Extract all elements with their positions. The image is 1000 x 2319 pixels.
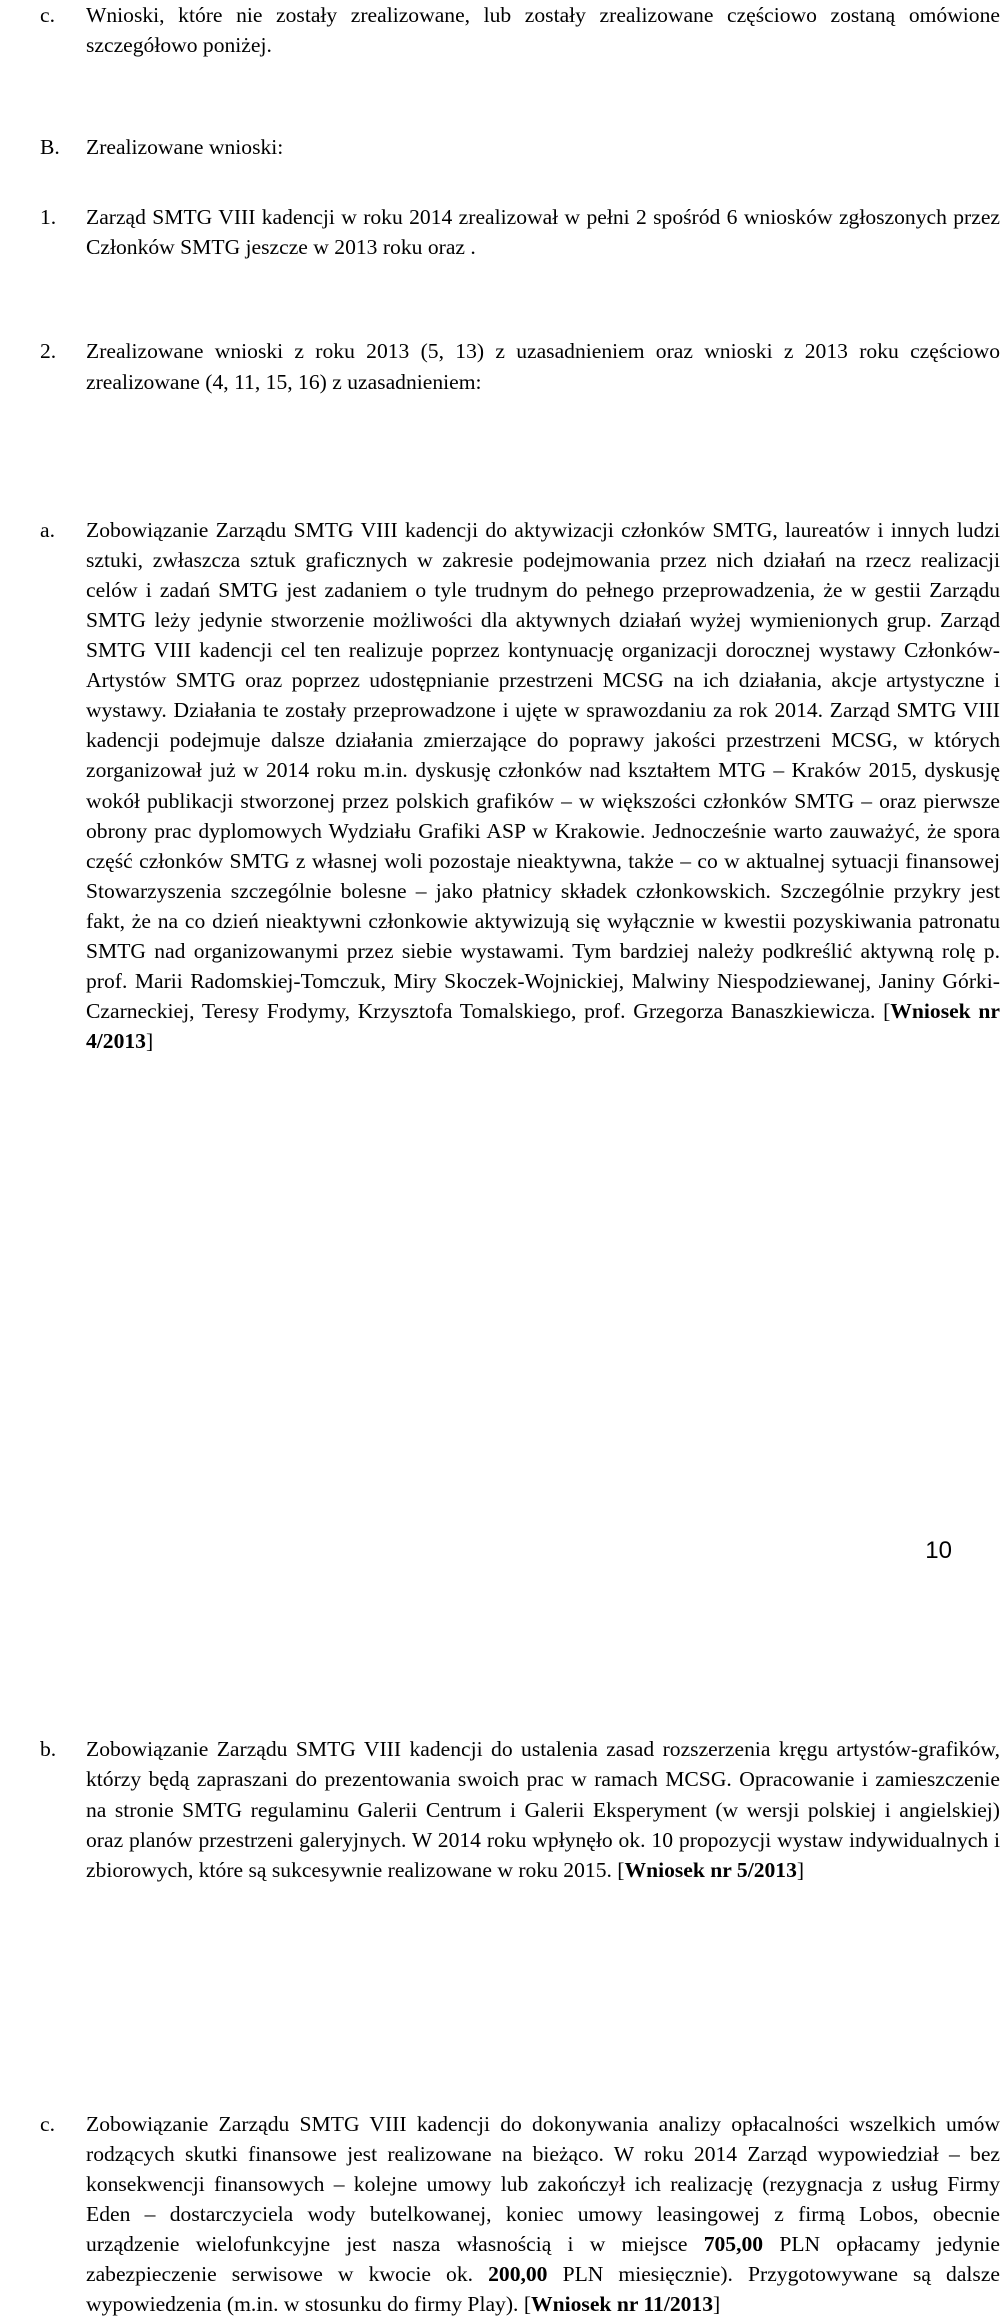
reference-open: [	[523, 2292, 532, 2317]
list-marker: a.	[40, 517, 55, 542]
paragraph-text: Zrealizowane wnioski z roku 2013 (5, 13) z uzasadnieniem oraz wnioski z 2013 roku częściowo zrealizowane (4, 11, 15, 16) z uzasadnieniem:	[86, 339, 1000, 394]
paragraph-body: PLN miesięcznie). Przygotowywane są dalsze wypowiedzenia (m.in. w stosunku do firmy Play).	[86, 2262, 1000, 2317]
page-number: 10	[925, 1537, 952, 1564]
list-marker: 1.	[40, 205, 57, 230]
reference-open: [	[883, 999, 891, 1024]
list-item-b	[40, 1734, 1000, 1884]
reference-close: ]	[713, 2292, 721, 2317]
paragraph-text	[86, 2109, 1000, 2319]
paragraph-text: Wnioski, które nie zostały zrealizowane, lub zostały zrealizowane częściowo zostaną omówione szczegółowo poniżej.	[86, 3, 1000, 58]
reference-label: Wniosek nr 11/2013	[531, 2292, 714, 2317]
list-item-c	[40, 2109, 1000, 2319]
paragraph-body: Zobowiązanie Zarządu SMTG VIII kadencji do dokonywania analizy opłacalności wszelkich umów rodzących skutki finansowe jest realizowane na bieżąco. W roku 2014 Zarząd wypowiedział – bez konsekwencji finansowych – kolejne umowy lub zakończył ich realizację (rezygnacja z usług Firmy Eden – dostarczyciela wody butelkowanej, koniec umowy leasingowej z firmą Lobos, obecnie urządzenie wielofunkcyjne jest nasza własnością i w miejsce	[86, 2111, 1000, 2257]
reference-open: [	[617, 1857, 625, 1882]
list-marker: c.	[40, 2111, 55, 2136]
reference-label: Wniosek nr 5/2013	[624, 1857, 797, 1882]
reference-close: ]	[145, 1029, 154, 1054]
paragraph-text	[86, 1734, 1000, 1884]
section-heading-b	[40, 132, 1000, 162]
paragraph-text	[86, 515, 1000, 1057]
section-title: Zrealizowane wnioski:	[86, 135, 284, 160]
paragraph-body: PLN opłacamy jedynie zabezpieczenie serwisowe w kwocie ok.	[86, 2232, 1000, 2287]
list-item-1	[40, 202, 1000, 262]
list-item-c-intro	[40, 0, 1000, 60]
reference-label: Wniosek nr 4/2013	[86, 999, 1000, 1054]
section-marker: B.	[40, 135, 60, 160]
list-marker: b.	[40, 1737, 57, 1762]
paragraph-body: Zobowiązanie Zarządu SMTG VIII kadencji do aktywizacji członków SMTG, laureatów i innych ludzi sztuki, zwłaszcza sztuk graficznych w zakresie podejmowania przez nich działań na rzecz realizacji celów i zadań SMTG jest zadaniem o tyle trudnym do pełnego przeprowadzenia, że w gestii Zarządu SMTG leży jedynie stworzenie możliwości dla aktywnych działań wyżej wymienionych grup. Zarząd SMTG VIII kadencji cel ten realizuje poprzez kontynuację organizacji dorocznej wystawy Członków-Artystów SMTG oraz poprzez udostępnianie przestrzeni MCSG na ich działania, akcje artystyczne i wystawy. Działania te zostały przeprowadzone i ujęte w sprawozdaniu za rok 2014. Zarząd SMTG VIII kadencji podejmuje dalsze działania zmierzające do poprawy jakości przestrzeni MCSG, w których zorganizował już w 2014 roku m.in. dyskusję członków nad kształtem MTG – Kraków 2015, dyskusję wokół publikacji stworzonej przez polskich grafików – w większości członków SMTG – oraz pierwsze obrony prac dyplomowych Wydziału Grafiki ASP w Krakowie. Jednocześnie warto zauważyć, że spora część członków SMTG z własnej woli pozostaje nieaktywna, także – co w aktualnej sytuacji finansowej Stowarzyszenia szczególnie bolesne – jako płatnicy składek członkowskich. Szczególnie przykry jest fakt, że na co dzień nieaktywni członkowie aktywizują się wyłącznie w kwestii pozyskiwania patronatu SMTG nad organizowanymi przez siebie wystawami. Tym bardziej należy podkreślić aktywną rolę p. prof. Marii Radomskiej-Tomczuk, Miry Skoczek-Wojnickiej, Malwiny Niespodziewanej, Janiny Górki-Czarneckiej, Teresy Frodymy, Krzysztofa Tomalskiego, prof. Grzegorza Banaszkiewicza.	[86, 517, 1000, 1024]
list-marker: 2.	[40, 339, 57, 364]
amount-value: 705,00	[703, 2232, 764, 2257]
paragraph-body: Zobowiązanie Zarządu SMTG VIII kadencji do ustalenia zasad rozszerzenia kręgu artystów-grafików, którzy będą zapraszani do prezentowania swoich prac w ramach MCSG. Opracowanie i zamieszczenie na stronie SMTG regulaminu Galerii Centrum i Galerii Eksperyment (w wersji polskiej i angielskiej) oraz planów przestrzeni galeryjnych. W 2014 roku wpłynęło ok. 10 propozycji wystaw indywidualnych i zbiorowych, które są sukcesywnie realizowane w roku 2015.	[86, 1737, 1000, 1882]
list-marker: c.	[40, 3, 55, 27]
list-item-a	[40, 515, 1000, 1057]
list-item-2	[40, 336, 1000, 396]
amount-value: 200,00	[488, 2262, 548, 2287]
paragraph-text: Zarząd SMTG VIII kadencji w roku 2014 zrealizował w pełni 2 spośród 6 wniosków zgłoszonych przez Członków SMTG jeszcze w 2013 roku oraz .	[86, 205, 1000, 260]
reference-close: ]	[796, 1857, 805, 1882]
